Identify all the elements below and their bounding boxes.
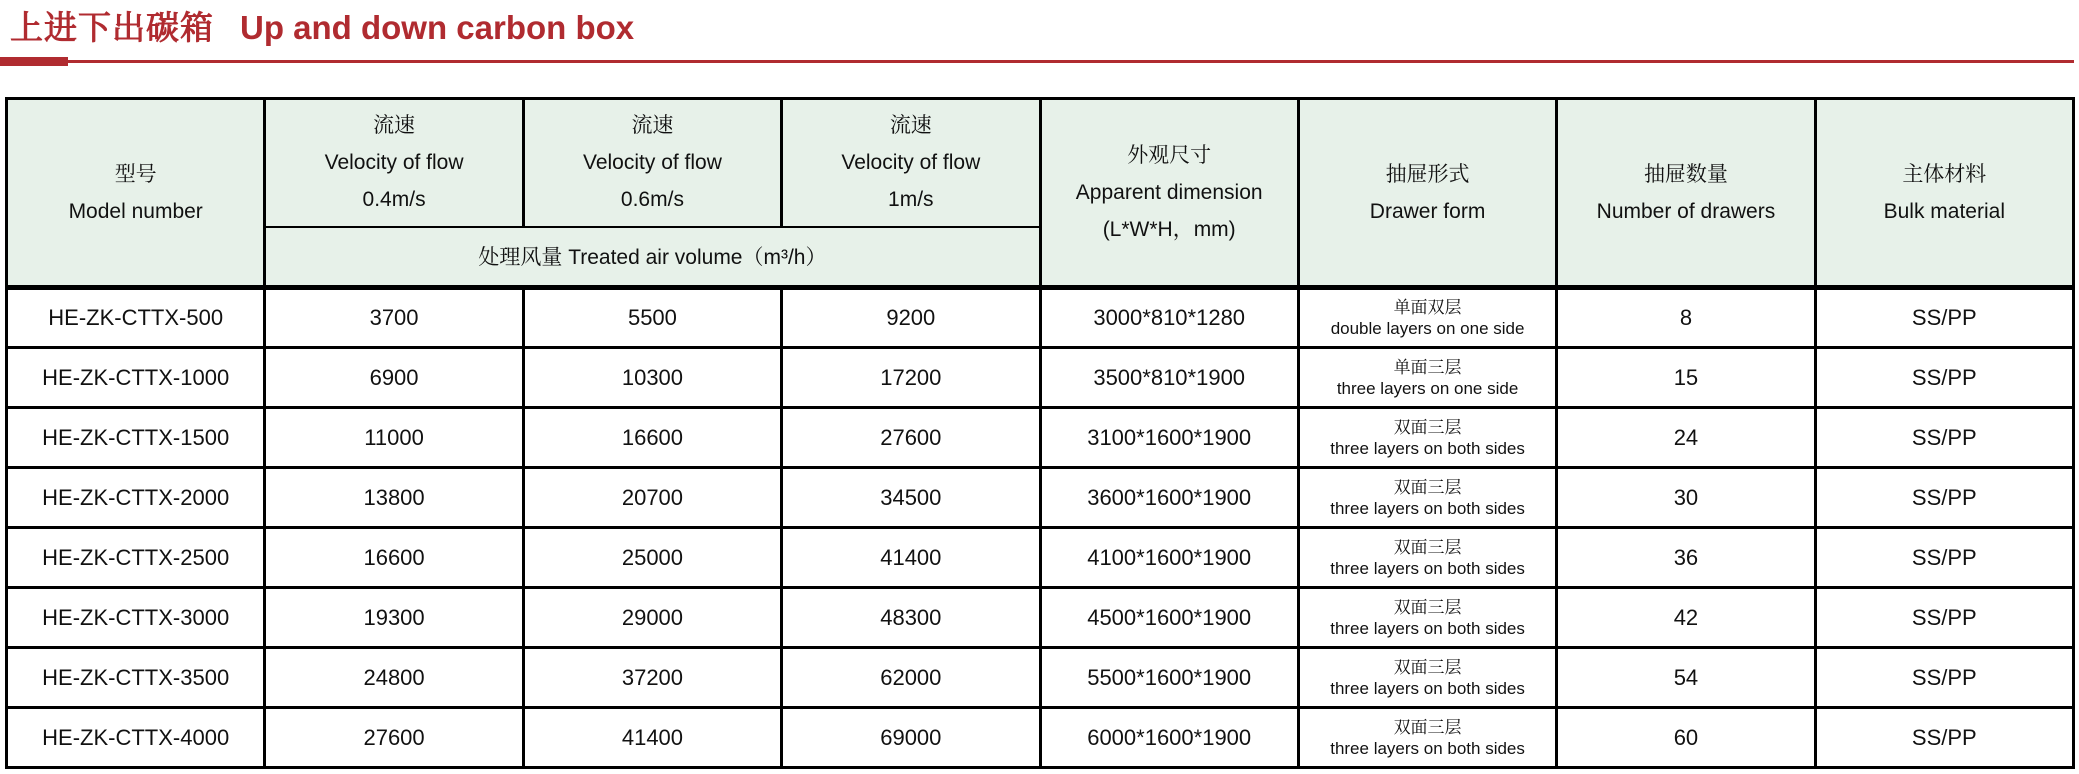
table-row	[7, 288, 2074, 348]
drawer-form-cn: 单面双层	[1393, 298, 1462, 317]
page-title-english: Up and down carbon box	[240, 9, 635, 46]
header-velocity-06-cn: 流速	[631, 114, 674, 138]
drawer-form-cn: 双面三层	[1393, 597, 1462, 617]
drawer-form-cn: 双面三层	[1393, 477, 1462, 497]
drawer-form-cn: 双面三层	[1393, 717, 1462, 737]
header-velocity-1	[782, 99, 1040, 227]
dimension-cell: 4500*1600*1900	[1040, 588, 1298, 648]
divider-accent-bar	[0, 57, 68, 66]
header-material-cn: 主体材料	[1902, 162, 1987, 186]
model-cell: HE-ZK-CTTX-2000	[7, 468, 265, 528]
flow-1-cell: 62000	[782, 648, 1040, 708]
table-row	[7, 708, 2074, 768]
flow-1-cell: 27600	[782, 408, 1040, 468]
model-cell: HE-ZK-CTTX-1500	[7, 408, 265, 468]
header-drawer-count	[1557, 99, 1815, 288]
flow-1-cell: 48300	[782, 588, 1040, 648]
drawer-count-cell: 30	[1557, 468, 1815, 528]
table-row	[7, 468, 2074, 528]
drawer-form-cell	[1298, 288, 1556, 348]
dimension-cell: 3600*1600*1900	[1040, 468, 1298, 528]
header-material-en: Bulk material	[1883, 199, 2005, 223]
dimension-cell: 3100*1600*1900	[1040, 408, 1298, 468]
model-cell: HE-ZK-CTTX-3000	[7, 588, 265, 648]
header-velocity-06	[523, 99, 781, 227]
drawer-form-en: three layers on both sides	[1330, 618, 1525, 638]
header-velocity-04-value: 0.4m/s	[362, 188, 426, 212]
header-drawer-count-en: Number of drawers	[1596, 199, 1776, 223]
model-cell: HE-ZK-CTTX-4000	[7, 708, 265, 768]
page-title-chinese: 上进下出碳箱	[10, 9, 214, 46]
header-material	[1815, 99, 2073, 288]
drawer-form-cn: 双面三层	[1393, 657, 1462, 677]
header-velocity-1-value: 1m/s	[888, 188, 934, 212]
drawer-form-cell	[1298, 588, 1556, 648]
dimension-cell: 3500*810*1900	[1040, 348, 1298, 408]
drawer-form-en: three layers on both sides	[1330, 558, 1525, 578]
material-cell: SS/PP	[1815, 468, 2073, 528]
header-model-en: Model number	[68, 199, 203, 223]
drawer-count-cell: 24	[1557, 408, 1815, 468]
table-row	[7, 528, 2074, 588]
drawer-count-cell: 60	[1557, 708, 1815, 768]
flow-1-cell: 69000	[782, 708, 1040, 768]
drawer-count-cell: 15	[1557, 348, 1815, 408]
dimension-cell: 3000*810*1280	[1040, 288, 1298, 348]
model-cell: HE-ZK-CTTX-1000	[7, 348, 265, 408]
header-dimension-cn: 外观尺寸	[1127, 144, 1212, 167]
drawer-form-cell	[1298, 648, 1556, 708]
flow-04-cell: 19300	[265, 588, 523, 648]
header-velocity-1-cn: 流速	[889, 114, 932, 138]
flow-06-cell: 25000	[523, 528, 781, 588]
drawer-form-en: double layers on one side	[1330, 319, 1525, 338]
material-cell: SS/PP	[1815, 408, 2073, 468]
drawer-form-en: three layers on one side	[1336, 378, 1519, 398]
header-dimension-en: Apparent dimension	[1075, 181, 1263, 204]
flow-04-cell: 13800	[265, 468, 523, 528]
drawer-count-cell: 54	[1557, 648, 1815, 708]
flow-06-cell: 16600	[523, 408, 781, 468]
material-cell: SS/PP	[1815, 588, 2073, 648]
drawer-form-en: three layers on both sides	[1330, 438, 1525, 458]
drawer-count-cell: 42	[1557, 588, 1815, 648]
dimension-cell: 5500*1600*1900	[1040, 648, 1298, 708]
header-dimension-unit: (L*W*H，mm)	[1102, 218, 1236, 241]
drawer-count-cell: 36	[1557, 528, 1815, 588]
spec-table-header	[7, 99, 2074, 288]
header-velocity-06-value: 0.6m/s	[620, 188, 684, 212]
header-drawer-form-cn: 抽屉形式	[1385, 162, 1470, 186]
material-cell: SS/PP	[1815, 708, 2073, 768]
header-drawer-form-en: Drawer form	[1369, 199, 1486, 223]
model-cell: HE-ZK-CTTX-3500	[7, 648, 265, 708]
model-cell: HE-ZK-CTTX-500	[7, 288, 265, 348]
model-cell: HE-ZK-CTTX-2500	[7, 528, 265, 588]
header-velocity-04	[265, 99, 523, 227]
flow-06-cell: 41400	[523, 708, 781, 768]
header-drawer-form	[1298, 99, 1556, 288]
table-row	[7, 408, 2074, 468]
header-drawer-count-cn: 抽屉数量	[1643, 162, 1728, 186]
page-title	[10, 2, 634, 49]
drawer-form-en: three layers on both sides	[1330, 738, 1525, 758]
flow-06-cell: 29000	[523, 588, 781, 648]
flow-1-cell: 34500	[782, 468, 1040, 528]
flow-06-cell: 37200	[523, 648, 781, 708]
flow-1-cell: 9200	[782, 288, 1040, 348]
header-dimension	[1040, 99, 1298, 288]
header-velocity-04-en: Velocity of flow	[324, 151, 464, 175]
drawer-form-cn: 双面三层	[1393, 537, 1462, 557]
drawer-form-cn: 单面三层	[1393, 357, 1462, 377]
spec-table	[5, 97, 2075, 769]
header-velocity-04-cn: 流速	[373, 114, 416, 138]
flow-1-cell: 41400	[782, 528, 1040, 588]
spec-table-body	[7, 288, 2074, 768]
flow-06-cell: 10300	[523, 348, 781, 408]
dimension-cell: 4100*1600*1900	[1040, 528, 1298, 588]
flow-06-cell: 5500	[523, 288, 781, 348]
material-cell: SS/PP	[1815, 288, 2073, 348]
header-velocity-06-en: Velocity of flow	[582, 151, 722, 175]
flow-1-cell: 17200	[782, 348, 1040, 408]
drawer-form-cell	[1298, 528, 1556, 588]
flow-04-cell: 6900	[265, 348, 523, 408]
material-cell: SS/PP	[1815, 648, 2073, 708]
table-row	[7, 648, 2074, 708]
material-cell: SS/PP	[1815, 348, 2073, 408]
drawer-count-cell: 8	[1557, 288, 1815, 348]
drawer-form-cell	[1298, 468, 1556, 528]
divider-thin-line	[0, 60, 2074, 63]
drawer-form-en: three layers on both sides	[1330, 678, 1525, 698]
table-row	[7, 348, 2074, 408]
flow-06-cell: 20700	[523, 468, 781, 528]
header-velocity-1-en: Velocity of flow	[841, 151, 981, 175]
flow-04-cell: 24800	[265, 648, 523, 708]
drawer-form-cell	[1298, 408, 1556, 468]
drawer-form-cell	[1298, 348, 1556, 408]
flow-04-cell: 3700	[265, 288, 523, 348]
drawer-form-cell	[1298, 708, 1556, 768]
dimension-cell: 6000*1600*1900	[1040, 708, 1298, 768]
drawer-form-en: three layers on both sides	[1330, 498, 1525, 518]
flow-04-cell: 27600	[265, 708, 523, 768]
header-treated-air-volume: 处理风量 Treated air volume（m³/h）	[265, 227, 1040, 288]
title-divider-rule	[0, 57, 2079, 67]
flow-04-cell: 16600	[265, 528, 523, 588]
drawer-form-cn: 双面三层	[1393, 417, 1462, 437]
flow-04-cell: 11000	[265, 408, 523, 468]
table-row	[7, 588, 2074, 648]
header-model-cn: 型号	[114, 162, 157, 186]
header-model	[7, 99, 265, 288]
material-cell: SS/PP	[1815, 528, 2073, 588]
